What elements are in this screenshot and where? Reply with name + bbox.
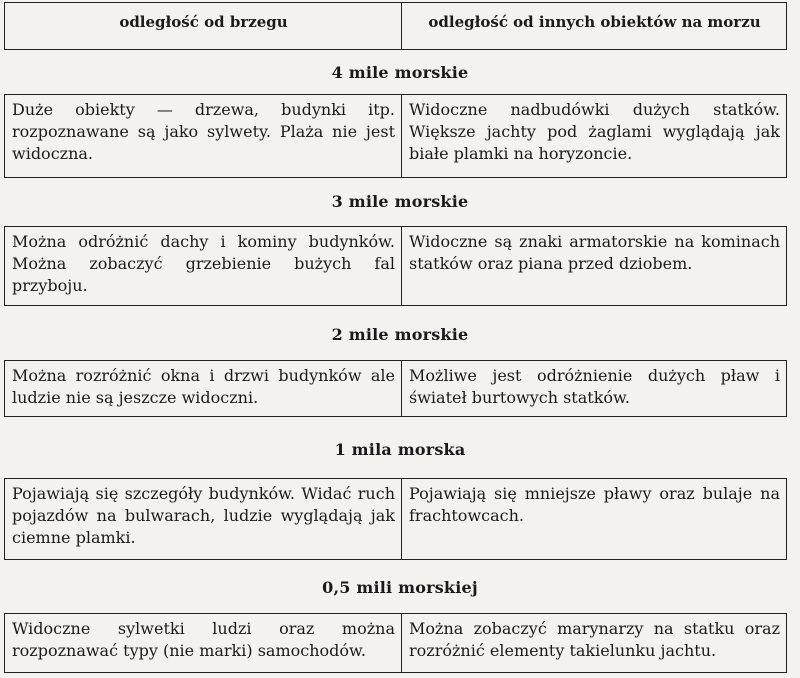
header-distance-from-sea-objects: odległość od innych obiektów na morzu <box>428 13 761 31</box>
section-title-4-miles: 4 mile morskie <box>331 63 469 82</box>
header-distance-from-shore: odległość od brzegu <box>5 3 402 49</box>
sea-description: Można zobaczyć marynarzy na statku oraz rozróżnić elementy takielunku jachtu. <box>409 619 780 660</box>
sea-description: Możliwe jest odróżnienie dużych pław i świateł burtowych statków. <box>409 366 780 407</box>
section-title-3-miles: 3 mile morskie <box>331 192 469 211</box>
table-row <box>4 226 787 306</box>
shore-description: Można odróżnić dachy i kominy budynków. Można zobaczyć grzebienie bużych fal przyboju. <box>5 227 402 305</box>
sea-description: Pojawiają się mniejsze pławy oraz bulaje na frachtowcach. <box>409 484 780 525</box>
table-row <box>4 613 787 673</box>
table-row <box>4 94 787 178</box>
sea-description: Widoczne są znaki armatorskie na kominach statków oraz piana przed dziobem. <box>409 232 780 273</box>
table-row <box>4 478 787 560</box>
section-title-half-mile: 0,5 mili morskiej <box>322 578 478 597</box>
shore-description: Pojawiają się szczegóły budynków. Widać ruch pojazdów na bulwarach, ludzie wyglądają jak ciemne plamki. <box>5 479 402 559</box>
shore-description: Można rozróżnić okna i drzwi budynków ale ludzie nie są jeszcze widoczni. <box>5 361 402 416</box>
shore-description: Duże obiekty — drzewa, budynki itp. rozpoznawane są jako sylwety. Plaża nie jest widoczna. <box>5 95 402 177</box>
table-header <box>4 2 787 50</box>
shore-description: Widoczne sylwetki ludzi oraz można rozpoznawać typy (nie marki) samochodów. <box>5 614 402 672</box>
section-title-2-miles: 2 mile morskie <box>331 325 469 344</box>
sea-description: Widoczne nadbudówki dużych statków. Większe jachty pod żaglami wyglądają jak białe plamki na horyzoncie. <box>409 100 780 163</box>
section-title-1-mile: 1 mila morska <box>334 440 466 459</box>
table-row <box>4 360 787 417</box>
